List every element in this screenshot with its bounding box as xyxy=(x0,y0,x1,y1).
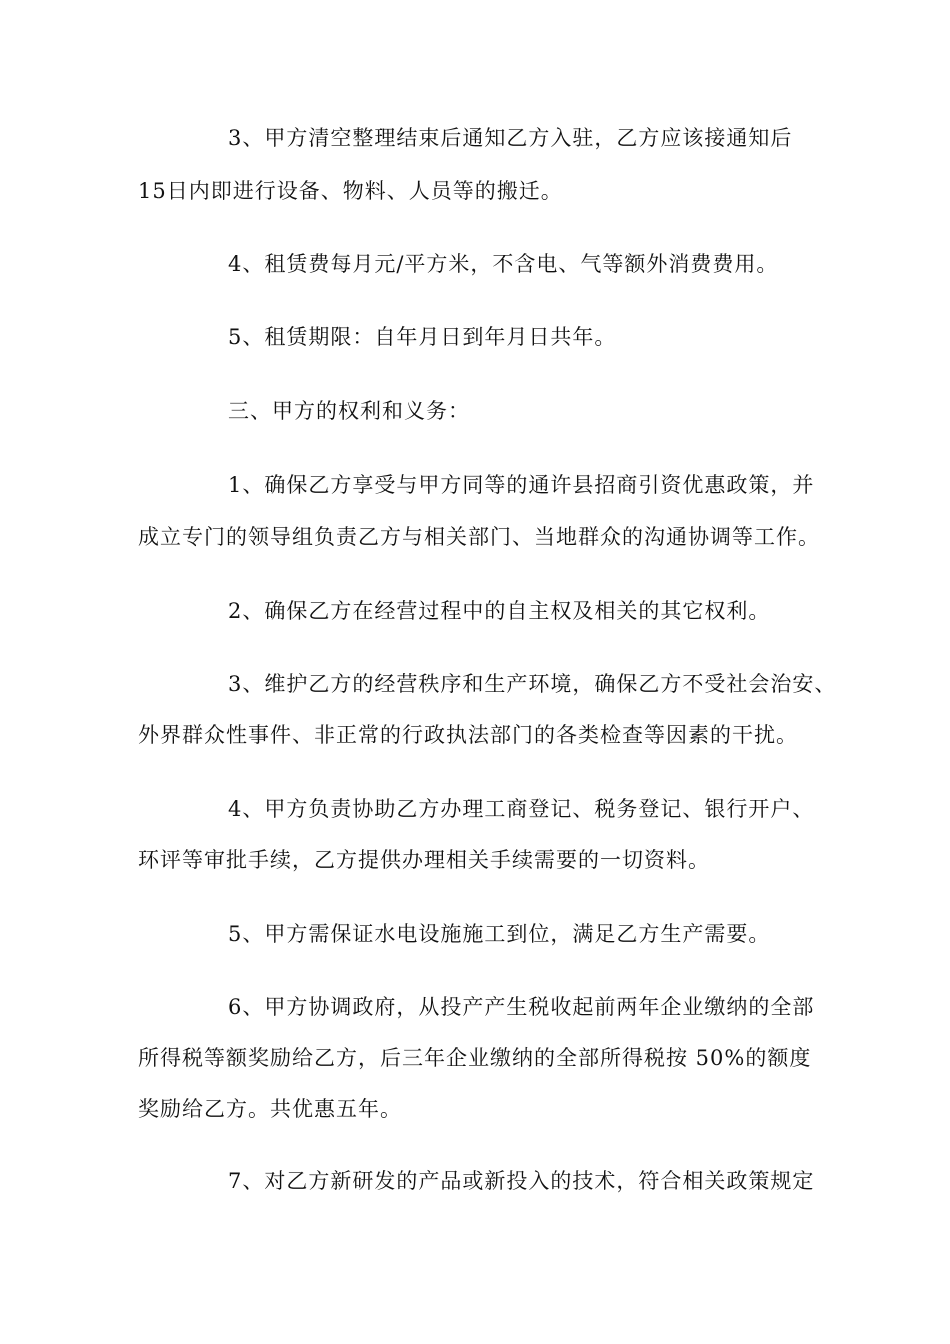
paragraph-4-line-1: 4、租赁费每月元/平方米，不含电、气等额外消费费用。 xyxy=(228,252,779,276)
section-heading: 三、甲方的权利和义务： xyxy=(228,399,470,423)
paragraph-3-line-1: 3、甲方清空整理结束后通知乙方入驻，乙方应该接通知后 xyxy=(228,126,793,150)
clause-4-line-1: 4、甲方负责协助乙方办理工商登记、税务登记、银行开户、 xyxy=(228,797,815,821)
clause-6-line-1: 6、甲方协调政府，从投产产生税收起前两年企业缴纳的全部 xyxy=(228,995,815,1019)
clause-6-line-3: 奖励给乙方。共优惠五年。 xyxy=(138,1097,402,1121)
paragraph-5-line-1: 5、租赁期限：自年月日到年月日共年。 xyxy=(228,325,617,349)
clause-3-line-1: 3、维护乙方的经营秩序和生产环境，确保乙方不受社会治安、 xyxy=(228,672,837,696)
clause-7-line-1: 7、对乙方新研发的产品或新投入的技术，符合相关政策规定 xyxy=(228,1169,815,1193)
clause-4-line-2: 环评等审批手续，乙方提供办理相关手续需要的一切资料。 xyxy=(138,848,710,872)
clause-1-line-2: 成立专门的领导组负责乙方与相关部门、当地群众的沟通协调等工作。 xyxy=(138,525,820,549)
clause-2-line-1: 2、确保乙方在经营过程中的自主权及相关的其它权利。 xyxy=(228,599,771,623)
clause-1-line-1: 1、确保乙方享受与甲方同等的通许县招商引资优惠政策，并 xyxy=(228,473,815,497)
clause-6-line-2: 所得税等额奖励给乙方，后三年企业缴纳的全部所得税按 50%的额度 xyxy=(138,1046,812,1070)
paragraph-3-line-2: 15日内即进行设备、物料、人员等的搬迁。 xyxy=(138,179,563,203)
clause-3-line-2: 外界群众性事件、非正常的行政执法部门的各类检查等因素的干扰。 xyxy=(138,723,798,747)
clause-5-line-1: 5、甲方需保证水电设施施工到位，满足乙方生产需要。 xyxy=(228,922,771,946)
